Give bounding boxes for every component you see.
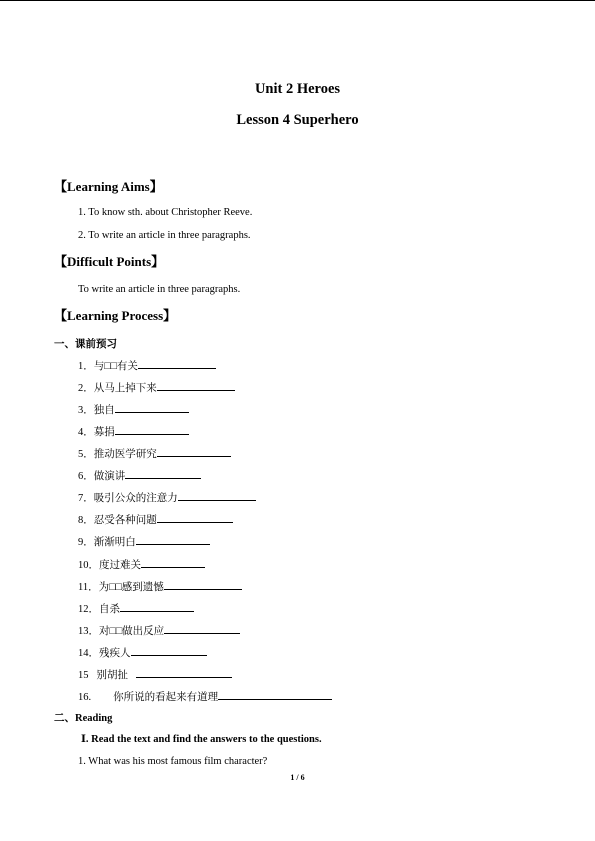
aim-item: 2. To write an article in three paragraphs. (78, 230, 251, 241)
preview-item (78, 623, 240, 638)
preview-item (78, 380, 235, 395)
preview-item-text: 对□□做出反应 (99, 625, 165, 637)
preview-item (78, 557, 205, 572)
preview-item-text: 残疾人 (99, 647, 131, 659)
preview-item-text: 渐渐明白 (93, 537, 136, 549)
preview-item-text: 推动医学研究 (93, 449, 157, 461)
preview-item (78, 601, 194, 616)
preview-item-text: 度过难关 (99, 559, 141, 571)
preview-item-number: 4． (78, 427, 94, 439)
reading-question: 1. What was his most famous film character? (78, 756, 268, 767)
preview-item-number: 9． (78, 537, 94, 549)
preview-item-number: 8． (78, 515, 94, 527)
answer-blank[interactable] (164, 623, 240, 634)
answer-blank[interactable] (136, 667, 232, 678)
page-number: 1 / 6 (290, 773, 305, 782)
preview-item (78, 468, 201, 483)
page-subtitle: Lesson 4 Superhero (236, 112, 359, 128)
preview-item-text: 与□□有关 (93, 361, 138, 372)
reading-instruction: Ⅰ. Read the text and find the answers to the questions. (81, 734, 322, 745)
preview-item-text: 自杀 (99, 603, 120, 615)
answer-blank[interactable] (120, 601, 194, 612)
answer-blank[interactable] (157, 446, 231, 457)
preview-item (78, 358, 216, 373)
preview-item-text: 吸引公众的注意力 (93, 493, 178, 505)
reading-heading: 二、Reading (54, 713, 113, 724)
answer-blank[interactable] (115, 424, 189, 435)
preview-item-number: 1． (78, 361, 94, 372)
preview-item-number: 13． (78, 625, 99, 637)
preview-item (78, 424, 189, 439)
preview-item (78, 446, 231, 461)
preview-item-text: 从马上掉下来 (93, 383, 157, 395)
preview-item (78, 512, 233, 527)
preview-item-number: 2． (78, 383, 94, 395)
preview-item (78, 402, 189, 417)
preview-item-number: 14． (78, 647, 99, 659)
answer-blank[interactable] (115, 402, 189, 413)
answer-blank[interactable] (125, 468, 201, 479)
preview-item-number: 7． (78, 493, 94, 505)
preview-item-number: 11． (78, 581, 99, 593)
preview-item-number: 12． (78, 603, 99, 615)
preview-item-text: 忍受各种问题 (93, 515, 157, 527)
preview-item-text: 别胡扯 (96, 669, 128, 681)
page-title: Unit 2 Heroes (254, 81, 341, 97)
preview-item-number: 16. (78, 691, 92, 703)
top-rule (0, 0, 595, 1)
answer-blank[interactable] (141, 557, 205, 568)
preview-item (78, 667, 232, 682)
answer-blank[interactable] (138, 358, 216, 369)
preview-item-number: 5． (78, 449, 94, 461)
preview-item-number: 6． (78, 471, 94, 483)
answer-blank[interactable] (131, 645, 207, 656)
preview-item-text: 做演讲 (93, 471, 126, 483)
preview-heading: 一、课前预习 (54, 339, 117, 350)
learning-aims-heading: 【Learning Aims】 (54, 179, 163, 194)
aim-item: 1. To know sth. about Christopher Reeve. (78, 207, 253, 218)
learning-process-heading: 【Learning Process】 (54, 308, 177, 323)
difficult-points-heading: 【Difficult Points】 (54, 254, 165, 269)
answer-blank[interactable] (136, 534, 210, 545)
answer-blank[interactable] (157, 512, 233, 523)
preview-item-text: 为□□感到遗憾 (98, 581, 164, 593)
preview-item-number: 3． (78, 405, 94, 417)
preview-item-text: 独自 (93, 405, 115, 417)
preview-item-text: 募捐 (93, 427, 115, 439)
preview-item-number: 10． (78, 559, 99, 571)
answer-blank[interactable] (178, 490, 256, 501)
preview-item-text: 你所说的看起来有道理 (113, 691, 219, 703)
answer-blank[interactable] (218, 689, 332, 700)
preview-item (78, 689, 332, 704)
answer-blank[interactable] (157, 380, 235, 391)
preview-item (78, 645, 207, 660)
preview-item (78, 579, 242, 594)
preview-item-number: 15 (78, 669, 89, 681)
preview-item (78, 490, 256, 505)
difficult-points-text: To write an article in three paragraphs. (78, 284, 241, 295)
preview-item (78, 534, 210, 549)
answer-blank[interactable] (164, 579, 242, 590)
